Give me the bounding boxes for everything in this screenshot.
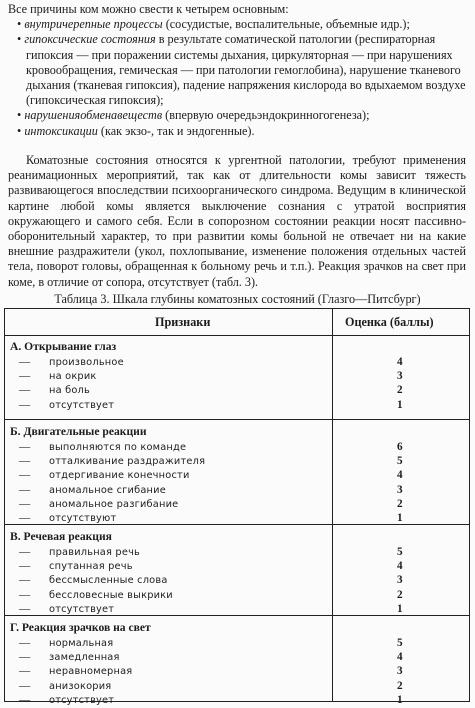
row-score: 1 (397, 398, 403, 411)
row-dash: — (19, 574, 31, 587)
row-dash: — (19, 637, 31, 649)
row-score: 3 (397, 665, 403, 678)
row-label: на окрик (49, 371, 97, 383)
table-section (5, 615, 469, 706)
coma-paragraph (8, 153, 466, 290)
row-score: 4 (397, 356, 403, 368)
row-score: 5 (397, 637, 403, 649)
row-dash: — (19, 455, 31, 468)
row-label: отсутствует (49, 694, 115, 706)
cause-item: • нарушенияобменавеществ (впервую очередьэндокринногогенеза); (17, 108, 370, 123)
row-dash: — (19, 469, 31, 482)
row-dash: — (19, 546, 31, 558)
row-score: 4 (397, 469, 403, 482)
row-label: правильная речь (49, 547, 141, 558)
body-text: Коматозные состояния относятся к ургентной патологии, требуют применения реанимационных мероприятий, так как от длительности комы зависит тяжесть развивающегося впоследствии психоорганического синдрома. Ведущим в клинической картине любой комы является выключение сознания с утратой восприятия окружающего и самого себя. Если в сопорозном состоянии реакции носят пассивно-оборонительный характер, то при развитии комы больной не отвечает ни на какие внешние раздражители (укол, похлопывание, изменение положения отдельных частей тела, поворот головы, обращенная к больному речь и т.п.). Реакция зрачков на свет при коме, в отличие от сопора, отсутствует (табл. 3). (8, 153, 466, 289)
section-title: Г. Реакция зрачков на свет (10, 621, 151, 634)
row-score: 2 (397, 588, 403, 601)
table-row (5, 469, 469, 483)
row-dash: — (19, 356, 31, 368)
row-label: на боль (49, 385, 90, 397)
row-score: 2 (397, 497, 403, 510)
row-dash: — (19, 679, 31, 692)
row-score: 3 (397, 574, 403, 587)
row-label: отсутствуют (49, 513, 117, 524)
header-score: Оценка (баллы) (345, 315, 434, 329)
table-row (5, 370, 469, 384)
row-label: анизокория (49, 680, 112, 692)
row-score: 4 (397, 560, 403, 573)
table-section (5, 524, 469, 616)
row-dash: — (19, 665, 31, 678)
row-score: 6 (397, 441, 403, 453)
row-label: отдергивание конечности (49, 470, 190, 482)
section-title: Б. Двигательные реакции (10, 425, 147, 438)
table-row (5, 546, 469, 560)
row-dash: — (19, 370, 31, 383)
table-row (5, 574, 469, 588)
row-dash: — (19, 497, 31, 510)
row-label: выполняются по команде (49, 442, 187, 453)
table-section (5, 419, 469, 525)
row-score: 3 (397, 370, 403, 383)
table-row (5, 589, 469, 603)
table-row (5, 665, 469, 679)
causes-lead: Все причины ком можно свести к четырем основным: (8, 2, 289, 16)
row-dash: — (19, 398, 31, 411)
table-row (5, 498, 469, 512)
row-score: 5 (397, 455, 403, 468)
row-label: замедленная (49, 652, 120, 664)
row-dash: — (19, 651, 31, 664)
table-row (5, 651, 469, 665)
cause-item: • интоксикации (как экзо-, так и эндогенные). (17, 123, 255, 138)
row-label: спутанная речь (49, 561, 133, 573)
row-score: 1 (397, 602, 403, 615)
row-label: отсутствует (49, 399, 115, 411)
row-label: аномальное разгибание (49, 498, 179, 510)
table-row (5, 356, 469, 370)
section-title: А. Открывание глаз (10, 340, 117, 353)
row-dash: — (19, 602, 31, 615)
cause-item: • гипоксические состояния в результате соматической патологии (респираторная гипоксия — при поражении системы дыхания, циркуляторная — при нарушениях кровообращения, гемическая — при патологии гемоглобина), нарушение тканевого дыхания (тканевая гипоксия), падение напряжения кислорода во вдыхаемом воздухе (гипоксическая гипоксия); (17, 32, 466, 108)
row-score: 2 (397, 679, 403, 692)
row-score: 1 (397, 512, 403, 524)
table-row (5, 560, 469, 574)
header-signs: Признаки (155, 315, 211, 329)
row-label: бессмысленные слова (49, 575, 168, 587)
table-row (5, 399, 469, 413)
row-dash: — (19, 560, 31, 573)
row-dash: — (19, 483, 31, 496)
table-caption: Таблица 3. Шкала глубины коматозных состояний (Глазго—Питсбург) (54, 292, 421, 306)
row-label: отталкивание раздражителя (49, 456, 206, 468)
table-section (5, 335, 469, 419)
row-label: нормальная (49, 638, 114, 649)
table-row (5, 455, 469, 469)
table-row (5, 384, 469, 398)
row-score: 2 (397, 384, 403, 397)
section-title: В. Речевая реакция (10, 530, 112, 543)
table-row (5, 694, 469, 708)
row-score: 1 (397, 693, 403, 706)
table-row (5, 637, 469, 651)
row-label: неравномерная (49, 666, 133, 678)
row-label: отсутствует (49, 603, 115, 615)
row-dash: — (19, 512, 31, 524)
row-dash: — (19, 588, 31, 601)
row-label: аномальное сгибание (49, 484, 166, 496)
table-row (5, 441, 469, 455)
table-header (5, 309, 469, 336)
table-row (5, 680, 469, 694)
row-score: 5 (397, 546, 403, 558)
row-label: бессловесные выкрики (49, 589, 173, 601)
row-dash: — (19, 441, 31, 453)
row-score: 3 (397, 483, 403, 496)
row-dash: — (19, 384, 31, 397)
table-row (5, 484, 469, 498)
row-label: произвольное (49, 357, 124, 368)
row-score: 4 (397, 651, 403, 664)
causes-paragraph (8, 2, 466, 139)
coma-scale-table (4, 308, 470, 706)
cause-item: • внутричерепные процессы (сосудистые, воспалительные, объемные идр.); (17, 17, 410, 32)
row-dash: — (19, 693, 31, 706)
